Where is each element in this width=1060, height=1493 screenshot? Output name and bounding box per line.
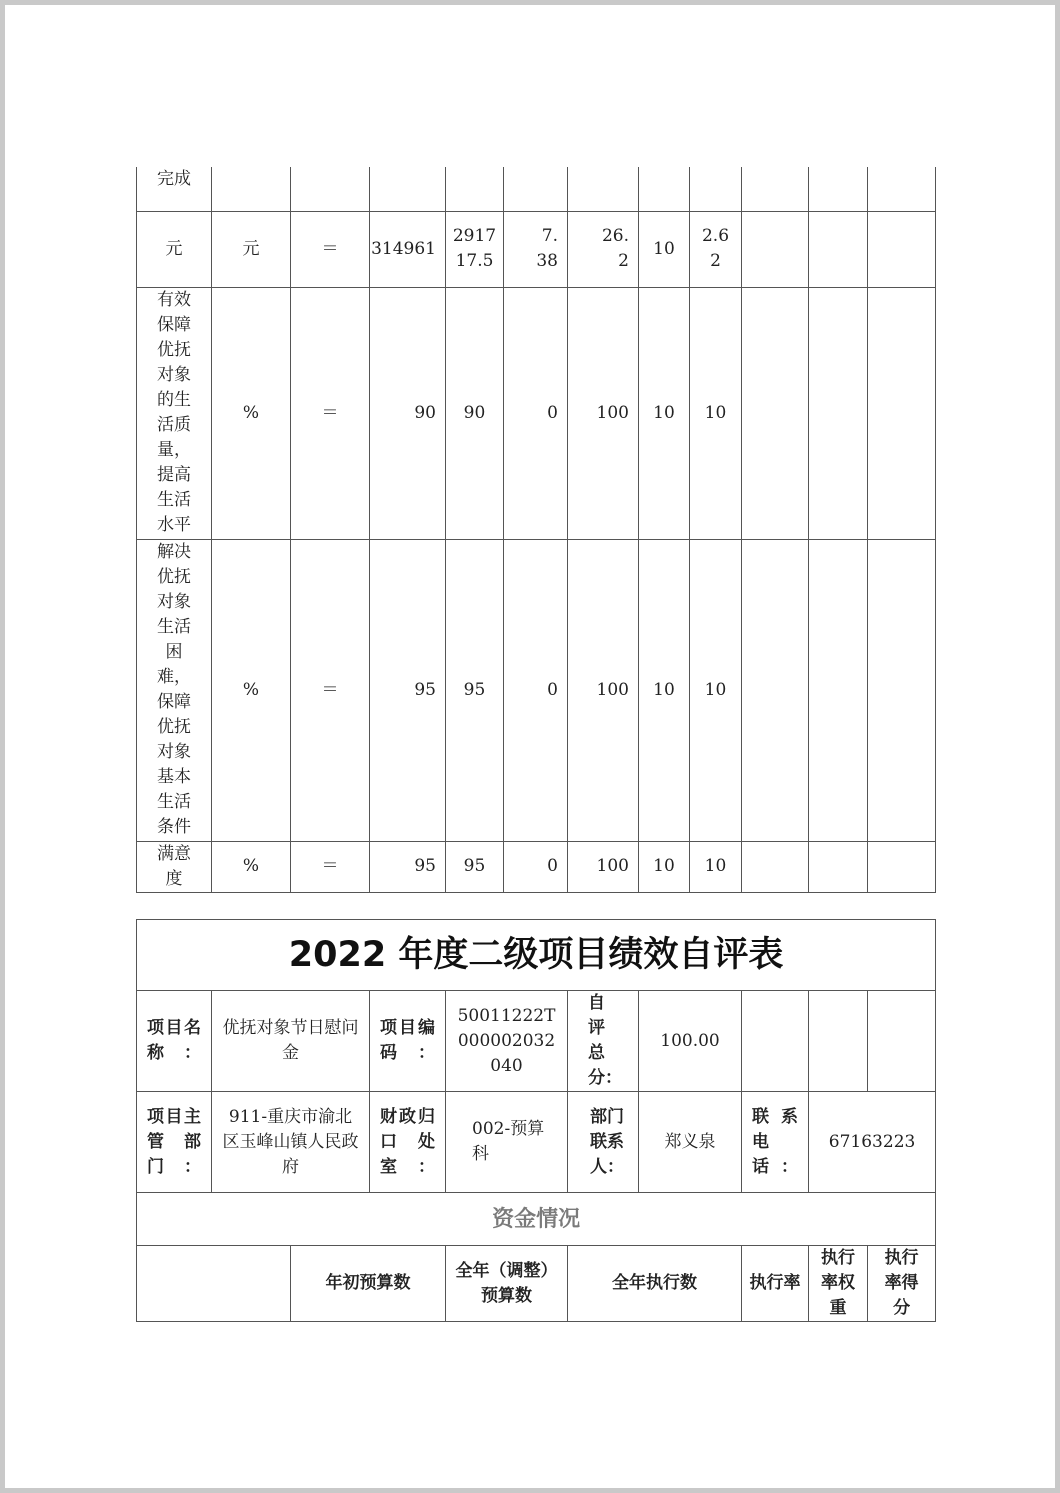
- score-value: 2.62: [690, 211, 742, 287]
- operator-cell: ＝: [291, 841, 370, 892]
- actual-value: 90: [446, 287, 504, 539]
- operator-cell: ＝: [291, 287, 370, 539]
- indicator-label: 有效保障优抚对象的生活质量，提高生活水平: [137, 287, 212, 539]
- table-row: [137, 1246, 936, 1322]
- indicator-label: 完成: [137, 167, 212, 211]
- rate-weight-header: 执行率权重: [809, 1246, 868, 1322]
- rate-value: 26.2: [568, 211, 639, 287]
- deviation-value: 0: [504, 539, 568, 841]
- table-row: [137, 1092, 936, 1193]
- contact-label: 部门联系人：: [568, 1092, 639, 1193]
- rate-value: 100: [568, 841, 639, 892]
- table-row: [137, 841, 936, 892]
- unit-cell: %: [212, 287, 291, 539]
- department-label: 项目主管部门：: [137, 1092, 212, 1193]
- table-row: [137, 287, 936, 539]
- self-evaluation-form: [136, 919, 936, 1322]
- table-row: [137, 920, 936, 991]
- target-value: 95: [370, 841, 446, 892]
- executed-header: 全年执行数: [568, 1246, 742, 1322]
- actual-value: 95: [446, 539, 504, 841]
- rate-score-header: 执行率得分: [868, 1246, 936, 1322]
- deviation-value: 0: [504, 287, 568, 539]
- self-score-label: 自评总分：: [568, 991, 639, 1092]
- finance-office-label: 财政归口处室：: [370, 1092, 446, 1193]
- weight-value: 10: [639, 211, 690, 287]
- weight-value: 10: [639, 539, 690, 841]
- indicator-label: 满意度: [137, 841, 212, 892]
- score-value: 10: [690, 841, 742, 892]
- deviation-value: 7.38: [504, 211, 568, 287]
- phone-value: 67163223: [809, 1092, 936, 1193]
- rate-value: 100: [568, 539, 639, 841]
- actual-value: 291717.5: [446, 211, 504, 287]
- deviation-value: 0: [504, 841, 568, 892]
- table-row: [137, 167, 936, 211]
- exec-rate-header: 执行率: [742, 1246, 809, 1322]
- weight-value: 10: [639, 287, 690, 539]
- target-value: 314961: [370, 211, 446, 287]
- operator-cell: ＝: [291, 539, 370, 841]
- table-row: [137, 539, 936, 841]
- indicator-label: 解决优抚对象生活困难，保障优抚对象基本生活条件: [137, 539, 212, 841]
- finance-office-value: 002-预算科: [446, 1092, 568, 1193]
- unit-cell: 元: [212, 211, 291, 287]
- contact-value: 郑义泉: [639, 1092, 742, 1193]
- indicator-label: 元: [137, 211, 212, 287]
- adjusted-budget-header: 全年（调整）预算数: [446, 1246, 568, 1322]
- performance-indicator-table: [136, 167, 936, 893]
- project-name-label: 项目名称：: [137, 991, 212, 1092]
- table-row: [137, 991, 936, 1092]
- operator-cell: ＝: [291, 211, 370, 287]
- table-row: [137, 211, 936, 287]
- department-value: 911-重庆市渝北区玉峰山镇人民政府: [212, 1092, 370, 1193]
- phone-label: 联系电话：: [742, 1092, 809, 1193]
- unit-cell: %: [212, 539, 291, 841]
- table-row: [137, 1193, 936, 1246]
- unit-cell: %: [212, 841, 291, 892]
- score-value: 10: [690, 287, 742, 539]
- score-value: 10: [690, 539, 742, 841]
- target-value: 90: [370, 287, 446, 539]
- project-code-label: 项目编码：: [370, 991, 446, 1092]
- weight-value: 10: [639, 841, 690, 892]
- funds-section-heading: 资金情况: [137, 1193, 936, 1246]
- form-title: 2022 年度二级项目绩效自评表: [137, 920, 936, 991]
- initial-budget-header: 年初预算数: [291, 1246, 446, 1322]
- actual-value: 95: [446, 841, 504, 892]
- self-score-value: 100.00: [639, 991, 742, 1092]
- rate-value: 100: [568, 287, 639, 539]
- project-name-value: 优抚对象节日慰问金: [212, 991, 370, 1092]
- project-code-value: 50011222T000002032040: [446, 991, 568, 1092]
- target-value: 95: [370, 539, 446, 841]
